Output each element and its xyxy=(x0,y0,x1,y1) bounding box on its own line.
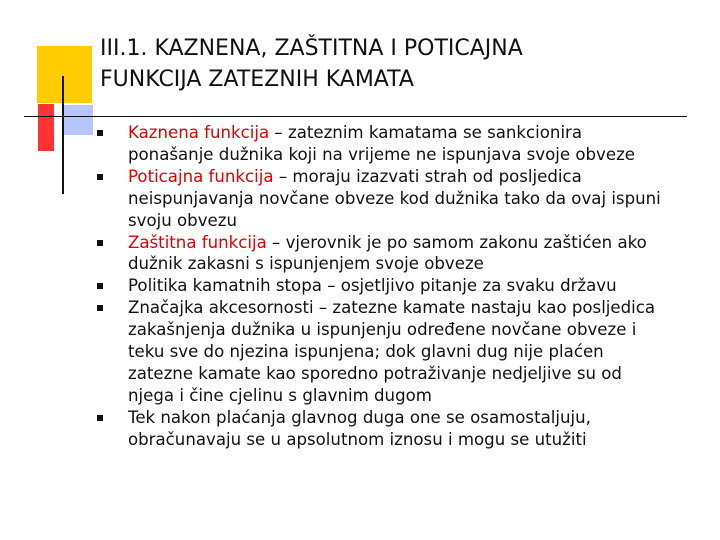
bullet-highlight-term: Poticajna funkcija xyxy=(128,166,274,186)
bullet-item xyxy=(96,122,700,166)
bullet-text: Politika kamatnih stopa – osjetljivo pitanje za svaku državu xyxy=(128,276,617,296)
bullet-first-line xyxy=(128,297,700,319)
bullet-list xyxy=(96,122,700,451)
bullet-text: – zateznim kamatama se sankcionira xyxy=(269,123,583,142)
bullet-continuation-line: ponašanje dužnika koji na vrijeme ne ispunjava svoje obveze xyxy=(128,144,636,164)
bullet-highlight-term: Kaznena funkcija xyxy=(128,123,270,142)
decor-yellow-square xyxy=(37,46,92,103)
bullet-first-line xyxy=(128,166,700,188)
bullet-continuation-line: teku sve do njezina ispunjena; dok glavni dug nije plaćen xyxy=(128,342,604,362)
bullet-text: Tek nakon plaćanja glavnog duga one se osamostaljuju, xyxy=(128,407,591,427)
bullet-continuation-line: dužnik zakasni s ispunjenjem svoje obveze xyxy=(128,254,484,274)
slide-title-line-2: FUNKCIJA ZATEZNIH KAMATA xyxy=(100,67,414,92)
bullet-text: – vjerovnik je po samom zakonu zaštićen ako xyxy=(266,232,647,252)
square-bullet-icon xyxy=(97,174,103,180)
bullet-item xyxy=(96,297,700,407)
bullet-item xyxy=(96,232,700,276)
bullet-text: – moraju izazvati strah od posljedica xyxy=(273,166,582,186)
bullet-continuation-line: obračunavaju se u apsolutnom iznosu i mogu se utužiti xyxy=(128,429,587,449)
bullet-item xyxy=(96,166,700,232)
decor-vertical-line xyxy=(62,76,64,194)
decor-red-bar xyxy=(38,104,54,151)
bullet-highlight-term: Zaštitna funkcija xyxy=(128,232,267,252)
square-bullet-icon xyxy=(97,130,103,136)
decor-horizontal-line xyxy=(24,116,687,117)
bullet-first-line xyxy=(128,122,700,144)
square-bullet-icon xyxy=(97,305,103,311)
bullet-first-line xyxy=(128,232,700,254)
square-bullet-icon xyxy=(97,283,103,289)
bullet-item xyxy=(96,275,700,297)
bullet-first-line xyxy=(128,407,700,429)
decor-blue-square xyxy=(63,105,93,135)
bullet-continuation-line: zakašnjenja dužnika u ispunjenju određene novčane obveze i xyxy=(128,320,637,340)
slide-title-line-1: III.1. KAZNENA, ZAŠTITNA I POTICAJNA xyxy=(100,36,523,61)
square-bullet-icon xyxy=(97,240,103,246)
bullet-continuation-line: njega i čine cjelinu s glavnim dugom xyxy=(128,385,432,405)
bullet-continuation-line: neispunjavanja novčane obveze kod dužnika tako da ovaj ispuni xyxy=(128,188,661,208)
bullet-first-line xyxy=(128,275,700,297)
bullet-item xyxy=(96,407,700,451)
square-bullet-icon xyxy=(97,415,103,421)
bullet-text: Značajka akcesornosti – zatezne kamate nastaju kao posljedica xyxy=(128,298,656,318)
bullet-continuation-line: zatezne kamate kao sporedno potraživanje nedjeljive su od xyxy=(128,363,622,383)
slide-title xyxy=(100,33,700,95)
bullet-continuation-line: svoju obvezu xyxy=(128,210,237,230)
